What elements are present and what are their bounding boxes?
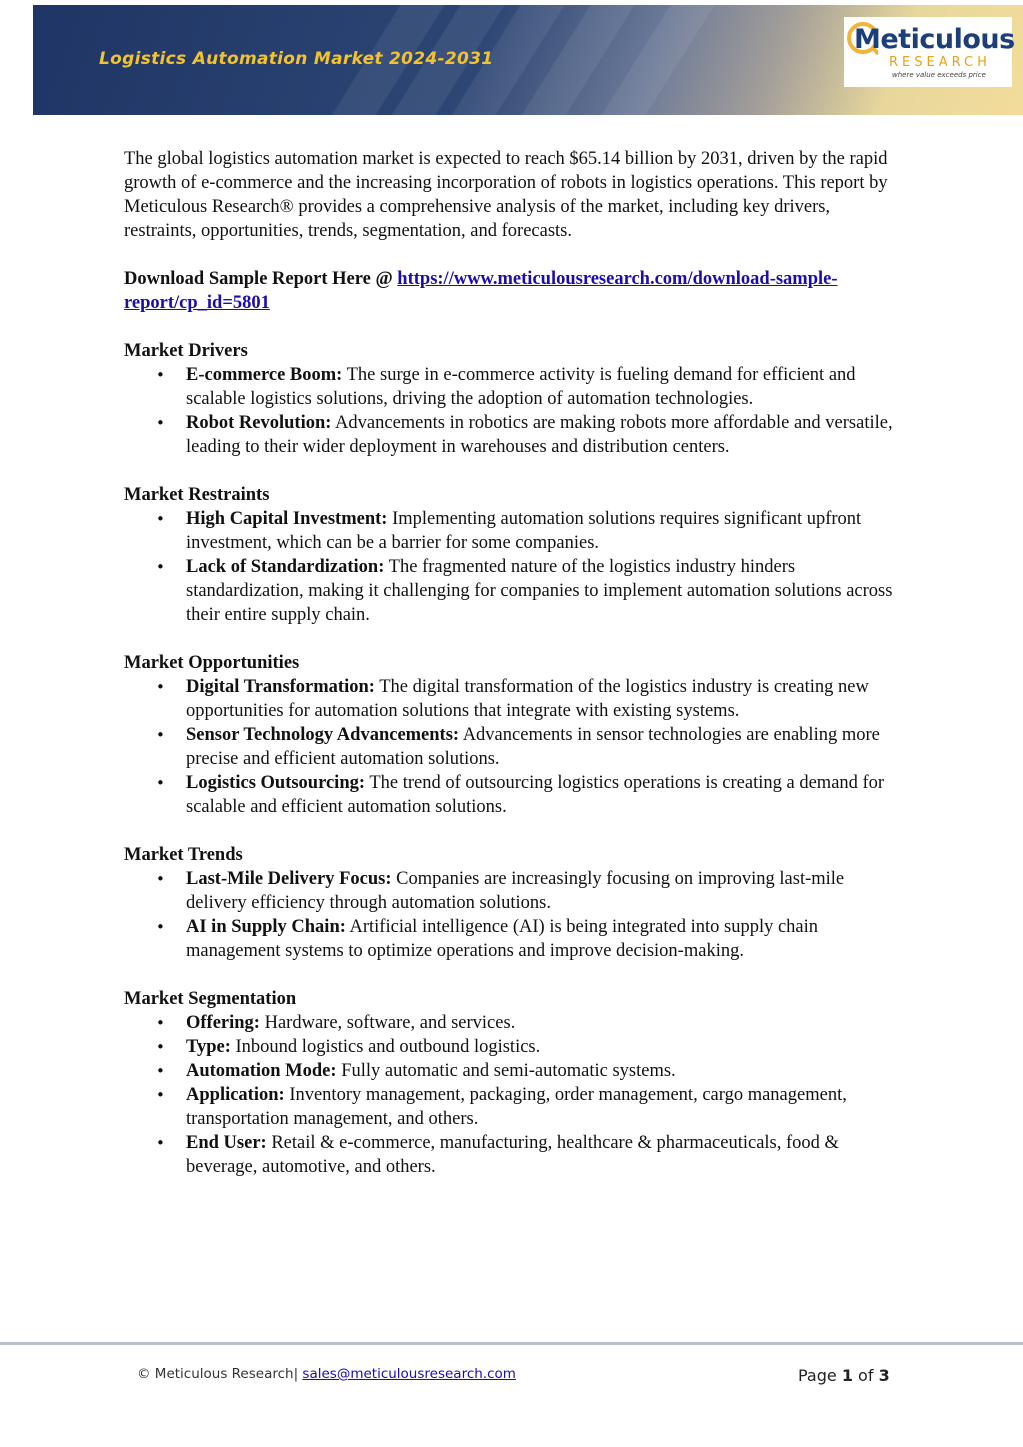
item-term: Sensor Technology Advancements: [186, 725, 460, 745]
section-heading: Market Segmentation [124, 989, 297, 1009]
download-link[interactable]: https://www.meticulousresearch.com/download-sample-report/cp_id=5801 [124, 269, 838, 313]
item-text: The fragmented nature of the logistics industry hinders standardization, making it challenging for companies to implement automation solutions across their entire supply chain. [186, 557, 893, 625]
company-logo [844, 17, 1015, 87]
logo-wordmark: Meticulous [854, 24, 1015, 55]
list-item [186, 771, 904, 819]
sections-container [124, 339, 904, 1179]
item-text: The surge in e-commerce activity is fueling demand for efficient and scalable logistics solutions, driving the adoption of automation technologies. [186, 365, 856, 409]
item-text: Companies are increasingly focusing on improving last-mile delivery efficiency through automation solutions. [186, 869, 845, 913]
item-term: End User: [186, 1133, 267, 1153]
page-current: 1 [841, 1366, 853, 1385]
item-term: E-commerce Boom: [186, 365, 343, 385]
document-body [124, 147, 904, 1203]
item-text: Fully automatic and semi-automatic systems. [336, 1061, 676, 1081]
item-text: Hardware, software, and services. [259, 1013, 516, 1033]
item-term: Lack of Standardization: [186, 557, 385, 577]
list-item [186, 1035, 904, 1059]
item-text: The trend of outsourcing logistics operations is creating a demand for scalable and efficient automation solutions. [186, 773, 885, 817]
footer-divider [0, 1342, 1023, 1345]
list-item [186, 363, 904, 411]
item-term: Type: [186, 1037, 231, 1057]
list-item [186, 723, 904, 771]
item-text: Retail & e-commerce, manufacturing, healthcare & pharmaceuticals, food & beverage, automotive, and others. [186, 1133, 839, 1177]
bullet-list [124, 867, 904, 963]
item-term: AI in Supply Chain: [186, 917, 346, 937]
list-item [186, 411, 904, 459]
header-banner [33, 5, 1023, 115]
item-term: Digital Transformation: [186, 677, 375, 697]
download-line [124, 267, 904, 315]
logo-subtitle: RESEARCH [889, 55, 991, 70]
intro-paragraph: The global logistics automation market is expected to reach $65.14 billion by 2031, driven by the rapid growth of e-commerce and the increasing incorporation of robots in logistics operations. This report by Meticulous Research® provides a comprehensive analysis of the market, including key drivers, restraints, opportunities, trends, segmentation, and forecasts. [124, 149, 888, 241]
list-item [186, 1011, 904, 1035]
document-title: Logistics Automation Market 2024-2031 [99, 49, 494, 69]
bullet-list [124, 507, 904, 627]
bullet-list [124, 1011, 904, 1179]
list-item [186, 1131, 904, 1179]
item-term: Application: [186, 1085, 285, 1105]
item-text: Artificial intelligence (AI) is being integrated into supply chain management systems to optimize operations and improve decision-making. [186, 917, 819, 961]
list-item [186, 867, 904, 915]
section-heading: Market Opportunities [124, 653, 300, 673]
item-text: Implementing automation solutions requires significant upfront investment, which can be a barrier for some companies. [186, 509, 862, 553]
list-item [186, 507, 904, 555]
page-total: 3 [878, 1366, 890, 1385]
list-item [186, 555, 904, 627]
list-item [186, 675, 904, 723]
item-term: High Capital Investment: [186, 509, 388, 529]
bullet-list [124, 363, 904, 459]
item-term: Offering: [186, 1013, 260, 1033]
logo-tagline: where value exceeds price [892, 71, 986, 79]
section-heading: Market Drivers [124, 341, 248, 361]
page-of: of [852, 1366, 879, 1385]
list-item [186, 1059, 904, 1083]
list-item [186, 1083, 904, 1131]
page-prefix: Page [798, 1366, 842, 1385]
item-text: Advancements in sensor technologies are enabling more precise and efficient automation solutions. [186, 725, 880, 769]
download-label: Download Sample Report Here @ [124, 269, 398, 289]
item-text: Advancements in robotics are making robots more affordable and versatile, leading to their wider deployment in warehouses and distribution centers. [186, 413, 893, 457]
section-heading: Market Restraints [124, 485, 270, 505]
footer-copyright [137, 1366, 516, 1382]
footer-email-link[interactable]: sales@meticulousresearch.com [302, 1366, 516, 1382]
item-term: Logistics Outsourcing: [186, 773, 366, 793]
list-item [186, 915, 904, 963]
item-text: The digital transformation of the logistics industry is creating new opportunities for automation solutions that integrate with existing systems. [186, 677, 869, 721]
page-indicator [798, 1366, 890, 1385]
item-term: Last-Mile Delivery Focus: [186, 869, 392, 889]
copyright-text: © Meticulous Research| [137, 1366, 303, 1382]
item-text: Inbound logistics and outbound logistics. [230, 1037, 541, 1057]
item-term: Robot Revolution: [186, 413, 332, 433]
section-heading: Market Trends [124, 845, 243, 865]
item-term: Automation Mode: [186, 1061, 337, 1081]
item-text: Inventory management, packaging, order management, cargo management, transportation management, and others. [186, 1085, 847, 1129]
bullet-list [124, 675, 904, 819]
